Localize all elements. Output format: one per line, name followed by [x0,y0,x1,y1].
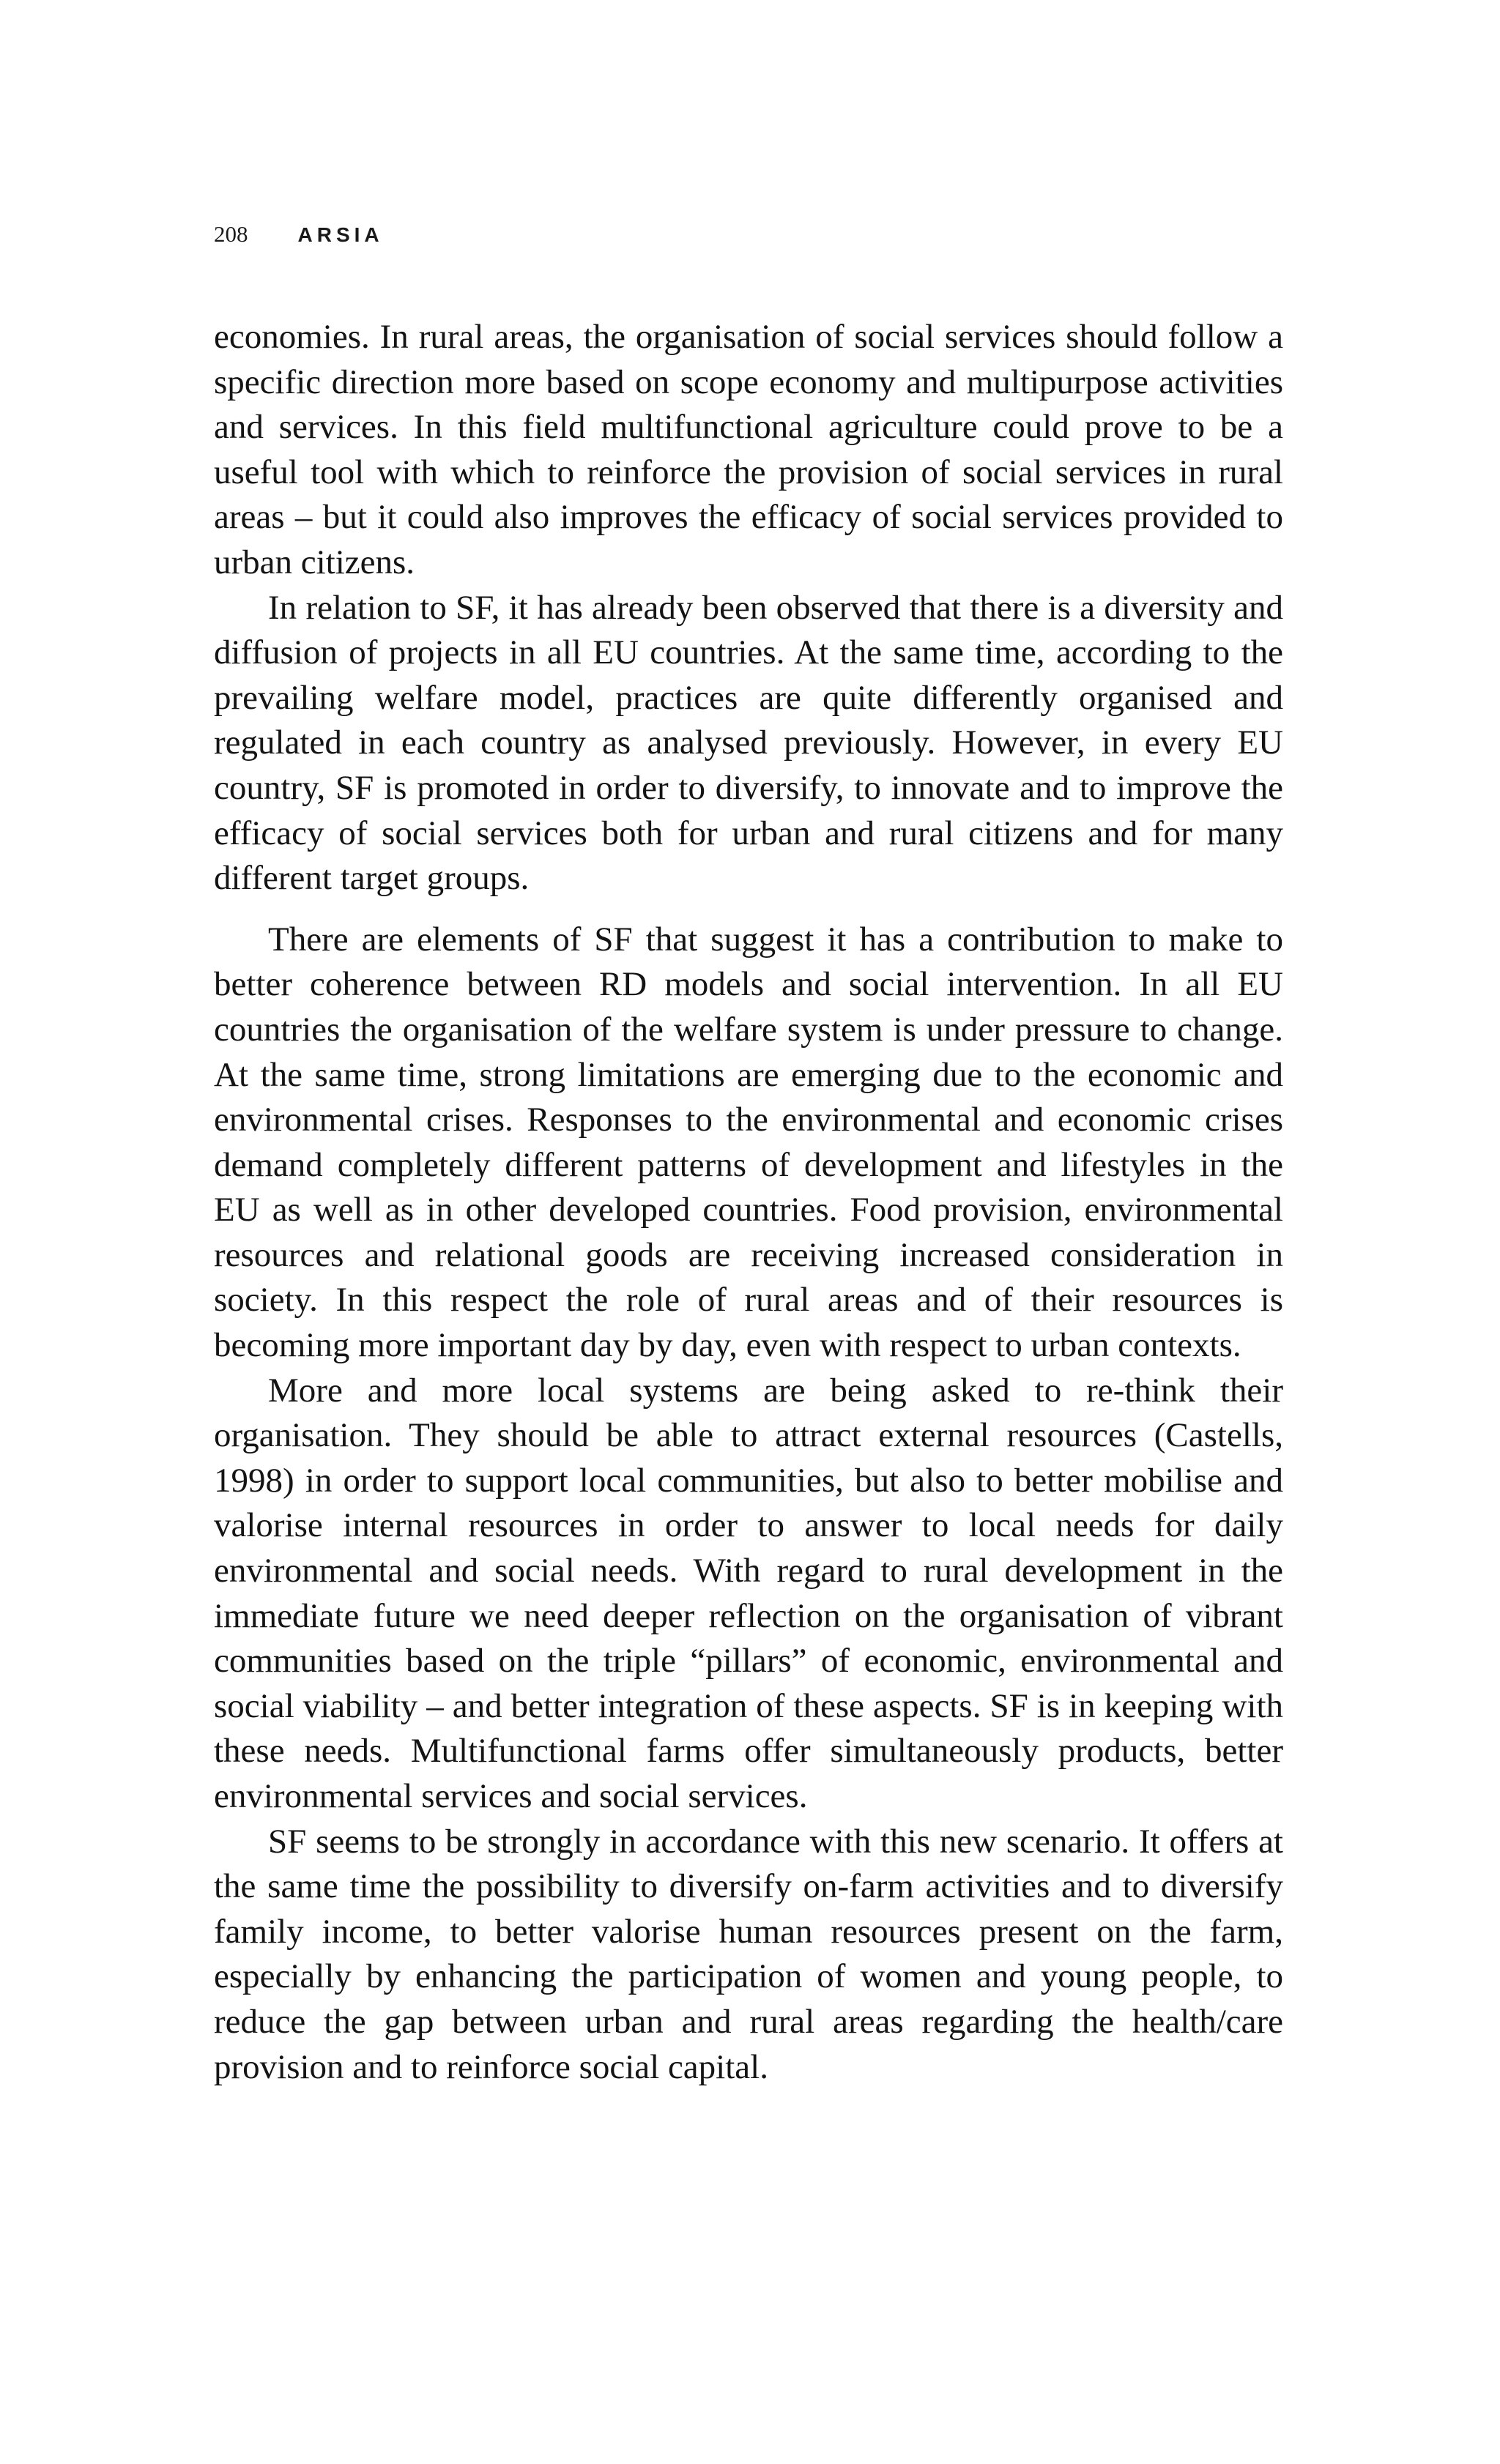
paragraph-5: SF seems to be strongly in accordance with this new scenario. It offers at the same time the possibility to diversify on-farm activities and to diversify family income, to better valorise human resources present on the farm, especially by enhancing the participation of women and young people, to reduce the gap between urban and rural areas regarding the health/care provision and to reinforce social capital. [214,1822,1283,2086]
paragraph-4: More and more local systems are being asked to re-think their organisation. They should be able to attract external resources (Castells, 1998) in order to support local communities, but also to better mobilise and valorise internal resources in order to answer to local needs for daily environmental and social needs. With regard to rural development in the immediate future we need deeper reflection on the organisation of vibrant communities based on the triple “pillars” of economic, environmental and social viability – and better integration of these aspects. SF is in keeping with these needs. Multifunctional farms offer simultaneously products, better environmental services and social services. [214,1371,1283,1815]
journal-name: ARSIA [297,223,384,246]
page-number: 208 [214,221,248,247]
running-head [214,221,384,258]
paragraph-1: economies. In rural areas, the organisation of social services should follow a specific direction more based on scope economy and multipurpose activities and services. In this field multifunctional agriculture could prove to be a useful tool with which to reinforce the provision of social services in rural areas – but it could also improves the efficacy of social services provided to urban citizens. [214,318,1283,581]
body-text [214,315,1283,2090]
paragraph-2: In relation to SF, it has already been observed that there is a diversity and diffusion of projects in all EU countries. At the same time, according to the prevailing welfare model, practices are quite differently organised and regulated in each country as analysed previously. However, in every EU country, SF is promoted in order to diversify, to innovate and to improve the efficacy of social services both for urban and rural citizens and for many different target groups. [214,588,1283,898]
paragraph-3: There are elements of SF that suggest it has a contribution to make to better coherence between RD models and social intervention. In all EU countries the organisation of the welfare system is under pressure to change. At the same time, strong limitations are emerging due to the economic and environmental crises. Responses to the environmental and economic crises demand completely different patterns of development and lifestyles in the EU as well as in other developed countries. Food provision, environmental resources and relational goods are receiving increased consideration in society. In this respect the role of rural areas and of their resources is becoming more important day by day, even with respect to urban contexts. [214,920,1283,1365]
